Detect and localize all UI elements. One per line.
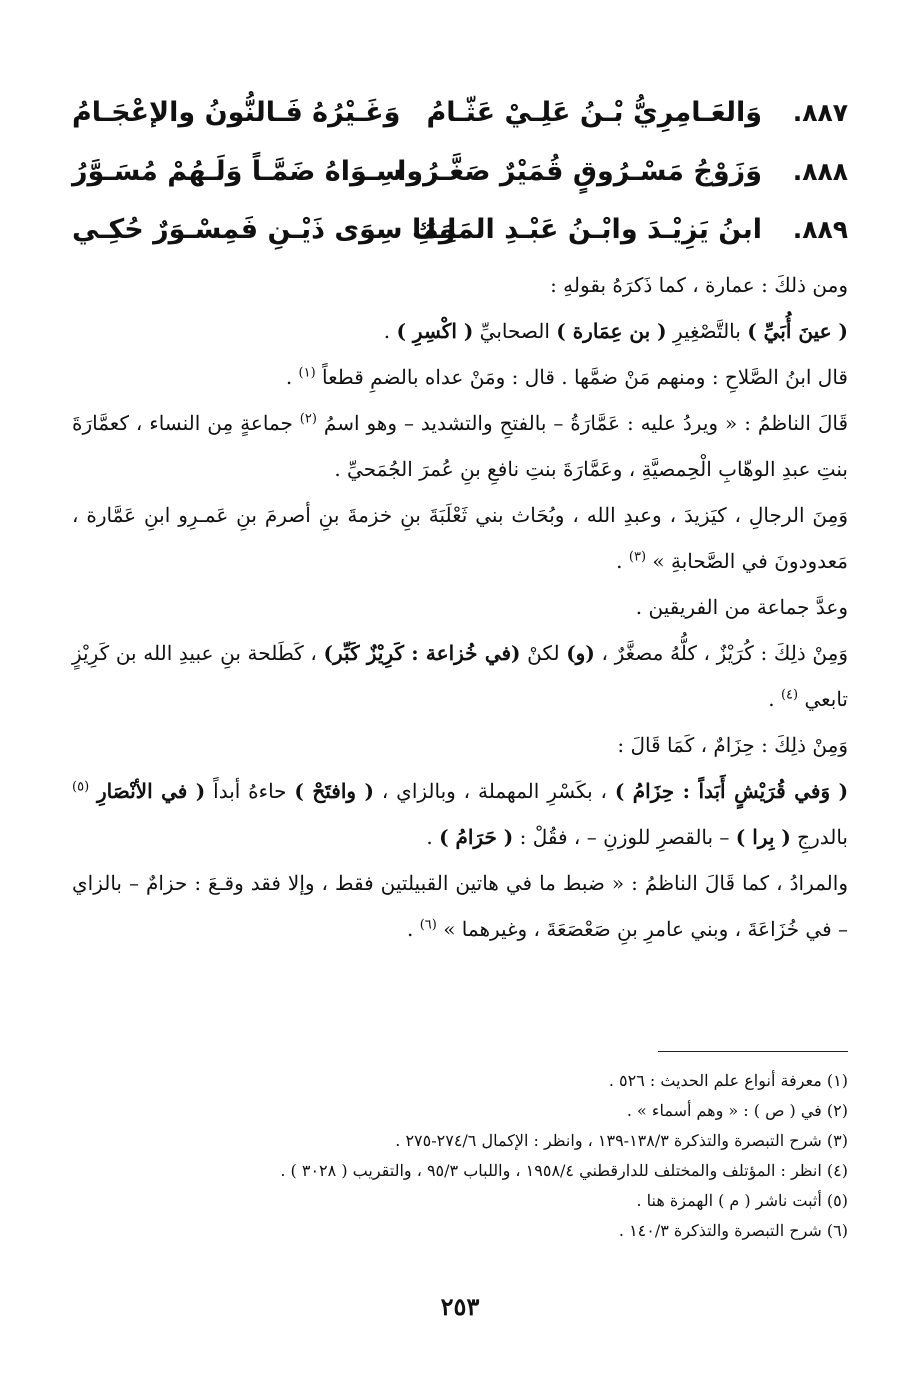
footnote-ref[interactable]: (٢)	[299, 411, 317, 427]
footnote-ref[interactable]: (١)	[298, 365, 316, 381]
footnote-ref[interactable]: (٤)	[780, 687, 799, 703]
paragraph	[72, 262, 848, 308]
verse-887	[72, 88, 848, 138]
verse-second-hemistich: وَغَـيْرُهُ فَـالنُّونُ والإعْجَـامُ	[72, 97, 401, 128]
matn-quote: ( بن عِمَارة )	[556, 319, 667, 343]
text: لكنْ	[520, 641, 567, 665]
text: بالتَّصْغِيرِ	[666, 319, 748, 343]
text: قال ابنُ الصَّلاحِ : ومنهم مَنْ ضمَّها . قال : ومَنْ عداه بالضمِ قطعاً	[322, 365, 848, 389]
footnote: (٣) شرح التبصرة والتذكرة ١٣٨/٣-١٣٩ ، وانظر : الإكمال ٢٧٤/٦-٢٧٥ .	[395, 1131, 848, 1150]
matn-quote: ( حَرَامُ )	[439, 825, 514, 849]
text: .	[285, 365, 299, 389]
verse-number: ٨٨٧.	[792, 98, 848, 127]
text: الصحابيِّ	[473, 319, 557, 343]
paragraph	[72, 400, 848, 492]
text: ومن ذلكَ : عمارة ، كما ذَكرَهُ بقولهِ :	[550, 273, 848, 297]
footnote: (٤) انظر : المؤتلف والمختلف للدارقطني ١٩٥٨/٤ ، واللباب ٩٥/٣ ، والتقريب ( ٣٠٢٨ ) .	[280, 1161, 848, 1180]
text: ، كَطَلحة بنِ عبيدِ الله بن كَرِيْزٍ تابعي	[72, 641, 848, 711]
text: ، بكَسْرِ المهملة ، وبالزاي ،	[373, 779, 615, 803]
paragraph	[72, 308, 848, 354]
text: .	[383, 319, 397, 343]
paragraph	[72, 630, 848, 722]
verse-number: ٨٨٩.	[792, 215, 848, 244]
footnote-ref[interactable]: (٦)	[419, 917, 437, 933]
text: قَالَ الناظمُ : « ويردُ عليه : عَمَّارَةُ – بالفتحِ والتشديد – وهو اسمُ	[323, 411, 849, 435]
paragraph	[72, 722, 848, 768]
paragraph	[72, 354, 848, 400]
matn-quote: (و)	[566, 641, 595, 665]
footnote: (١) معرفة أنواع علم الحديث : ٥٢٦ .	[608, 1071, 848, 1090]
text: بالدرجِ	[790, 825, 848, 849]
footnotes	[72, 1066, 848, 1246]
footnote-ref[interactable]: (٣)	[628, 549, 647, 565]
matn-quote: ( وَفي قُرَيْشٍ أَبَداً : حِزَامُ )	[614, 779, 849, 803]
verse-number: ٨٨٨.	[792, 157, 848, 186]
verse-first-hemistich: وَزَوْجُ مَسْـرُوقٍ قُمَيْرٌ صَغَّـرُوا	[397, 156, 762, 187]
paragraph	[72, 492, 848, 584]
text: وَمِنْ ذلِكَ : كُرَيْزٌ ، كلُّهُ مصغَّرٌ ،	[594, 641, 848, 665]
matn-quote: ( بِرا )	[735, 825, 791, 849]
text: والمرادُ ، كما قَالَ الناظمُ : « ضبط ما في هاتين القبيلتين فقط ، وإلا فقد وقـعَ : حزامٌ – بالزاي – في خُزَاعَةَ ، وبني عامرِ بنِ صَعْصَعَةَ ، وغيرهما »	[72, 871, 848, 941]
text: وَمِنَ الرجالِ ، كيَزيدَ ، وعبدِ الله ، وبُحَاث بني ثَعْلَبَةَ بنِ خزمةَ بنِ أصرمَ بنِ عَمـرِو ابنِ عَمَّارة ، مَعدودونَ في الصَّحابةِ »	[72, 503, 848, 573]
text: وَمِنْ ذلِكَ : حِزَامٌ ، كَمَا قَالَ :	[617, 733, 848, 757]
text: حاءهُ أبداً	[205, 779, 295, 803]
text: .	[616, 549, 629, 573]
verse-first-hemistich: ابنُ يَزِيْـدَ وابْـنُ عَبْـدِ المَلِـكِ	[411, 214, 762, 245]
verse-second-hemistich: وَمَا سِوَى ذَيْـنِ فَمِسْـوَرٌ حُكِـي	[72, 214, 456, 245]
matn-quote: ( في الأنْصَارِ	[97, 779, 206, 803]
text: وعدَّ جماعة من الفريقين .	[635, 595, 848, 619]
footnote: (٢) في ( ص ) : « وهم أسماء » .	[626, 1101, 848, 1120]
text: .	[406, 917, 420, 941]
text: – بالقصرِ للوزنِ – ، فقُلْ :	[513, 825, 736, 849]
verse-second-hemistich: سِـوَاهُ ضَمَّـاً وَلَـهُمْ مُسَـوَّرُ	[72, 156, 403, 187]
matn-quote: ( اكْسِرِ )	[396, 319, 474, 343]
matn-quote: ( عينَ أُبَيِّ )	[747, 319, 848, 343]
paragraph	[72, 768, 848, 860]
footnote-ref[interactable]: (٥)	[72, 779, 90, 795]
footnote-divider	[658, 1051, 848, 1052]
text: جماعةٍ مِن النساء ، كعمَّارَةَ بنتِ عبدِ الوهّابِ الْحِمصيَّةِ ، وعَمَّارَةَ بنتِ نافعِ بنِ عُمرَ الجُمَحيِّ .	[72, 411, 848, 481]
text: .	[768, 687, 781, 711]
page-number: ٢٥٣	[440, 1292, 480, 1321]
verse-888	[72, 147, 848, 197]
matn-quote: (في خُزاعة : كَرِيْزٌ كَبِّر)	[323, 641, 521, 665]
text: .	[426, 825, 440, 849]
footnote: (٦) شرح التبصرة والتذكرة ١٤٠/٣ .	[618, 1221, 848, 1240]
verse-889	[72, 205, 848, 255]
commentary	[72, 262, 848, 952]
matn-quote: ( وافتَحْ )	[294, 779, 374, 803]
footnote: (٥) أثبت ناشر ( م ) الهمزة هنا .	[636, 1191, 848, 1210]
paragraph	[72, 584, 848, 630]
verse-first-hemistich: وَالعَـامِرِيُّ بْـنُ عَلِـيْ عَثّـامُ	[426, 97, 762, 128]
paragraph	[72, 860, 848, 952]
